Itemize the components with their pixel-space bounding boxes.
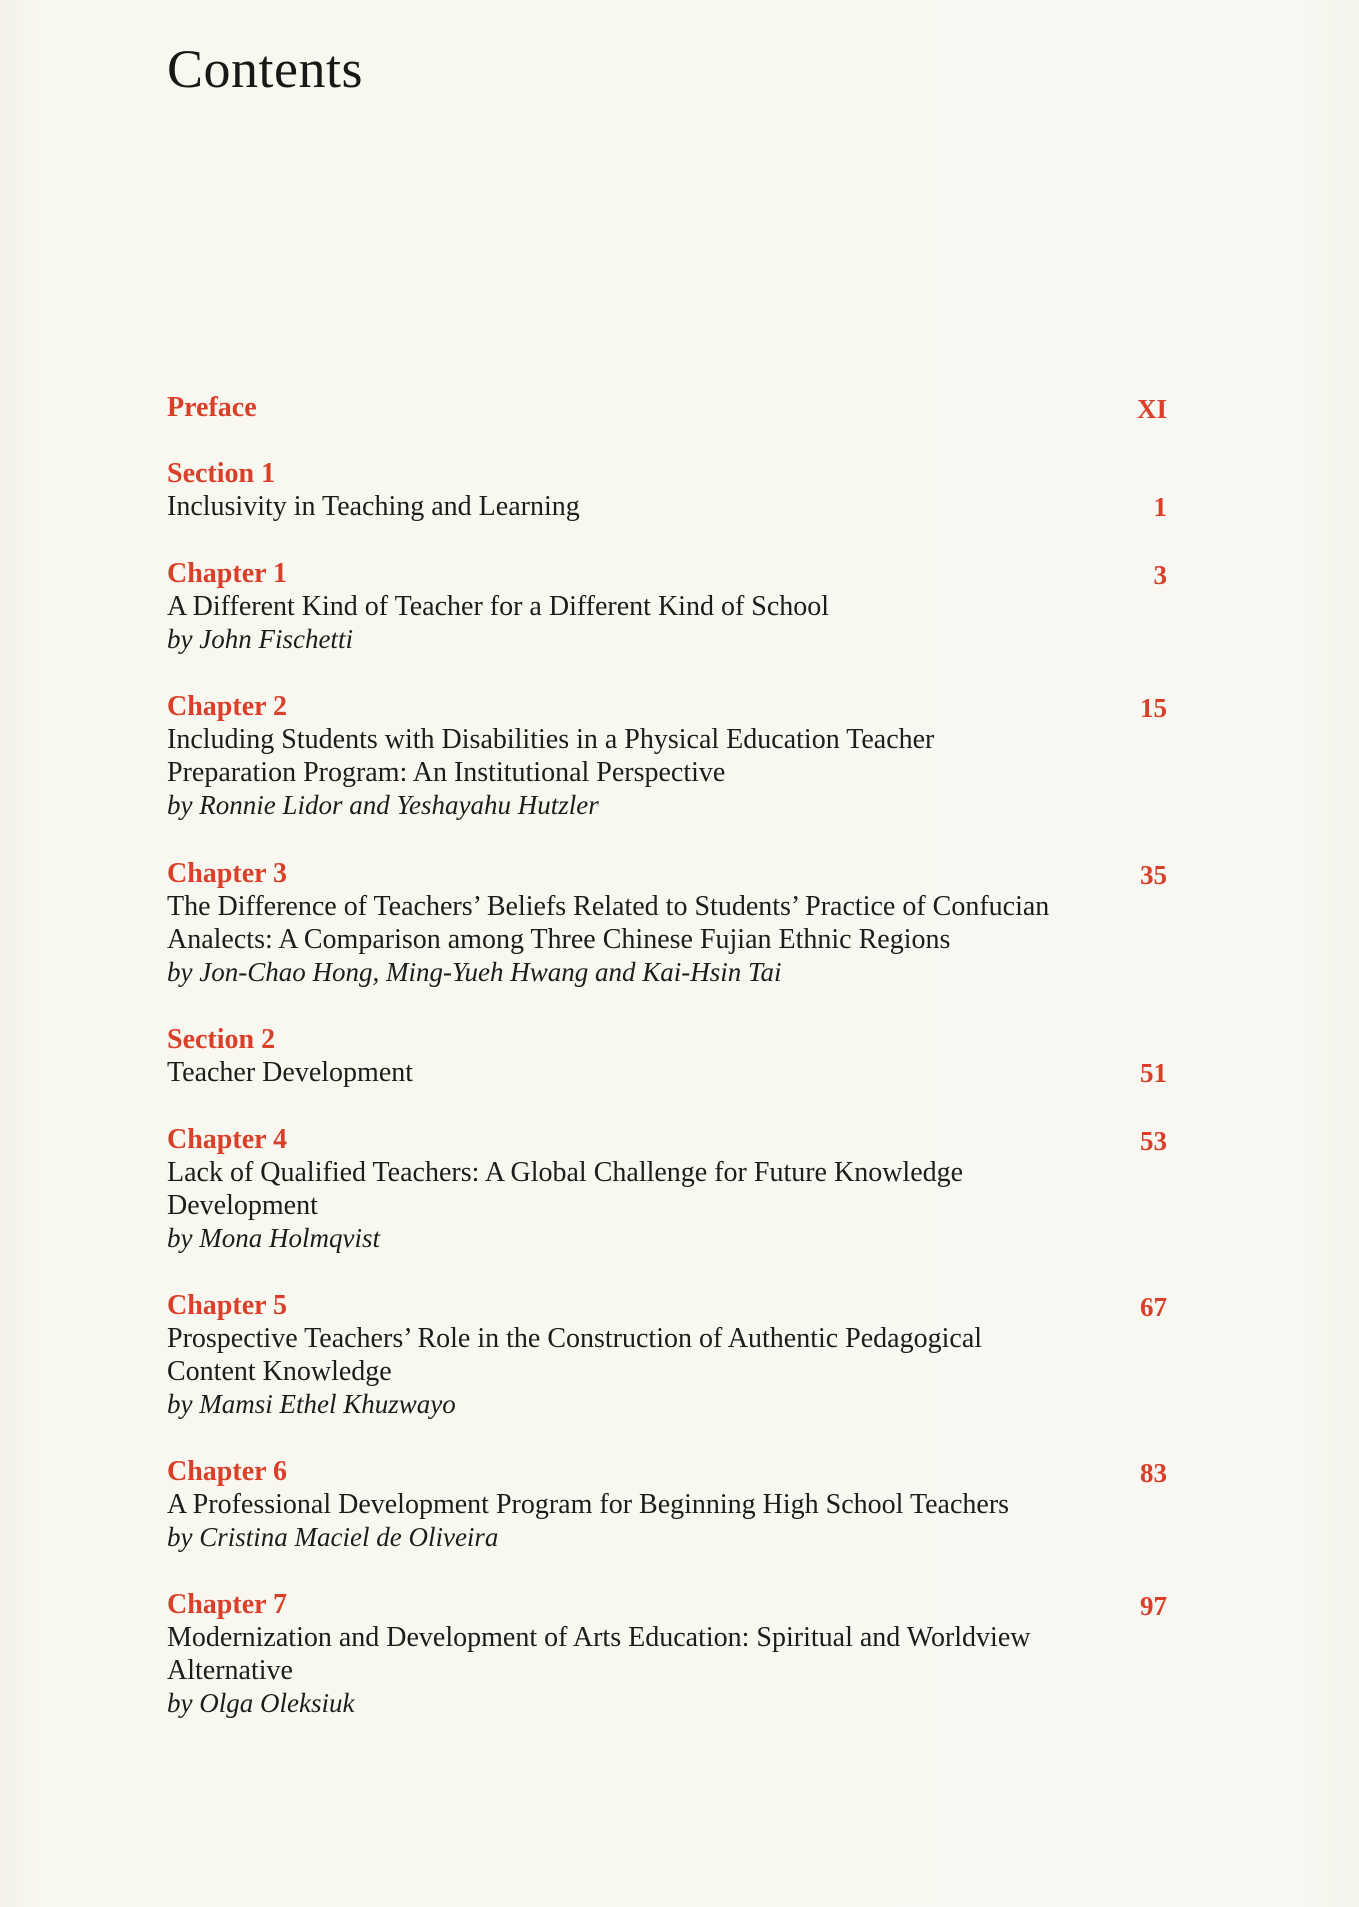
entry-author: by Cristina Maciel de Oliveira [167, 1522, 499, 1552]
entry-author: by Ronnie Lidor and Yeshayahu Hutzler [167, 790, 599, 820]
entry-title-line: Alternative [167, 1655, 293, 1686]
page-number: 83 [1140, 1458, 1167, 1488]
entry-label: Chapter 2 [167, 691, 288, 722]
page-number: 3 [1153, 560, 1167, 590]
toc-entry-section-1[interactable] [167, 457, 1167, 523]
entry-label: Section 1 [167, 458, 276, 489]
entry-title-line: Lack of Qualified Teachers: A Global Challenge for Future Knowledge [167, 1157, 964, 1188]
entry-title-line: Preparation Program: An Institutional Perspective [167, 757, 726, 788]
entry-label: Preface [167, 392, 257, 423]
entry-title-line: A Different Kind of Teacher for a Different Kind of School [167, 591, 830, 622]
entry-title-line: Prospective Teachers’ Role in the Construction of Authentic Pedagogical [167, 1323, 983, 1354]
entry-title-line: A Professional Development Program for Beginning High School Teachers [167, 1489, 1010, 1520]
toc-entry-chapter-2[interactable] [167, 690, 1167, 822]
entry-author: by Olga Oleksiuk [167, 1688, 355, 1718]
entry-title-line: Including Students with Disabilities in a Physical Education Teacher [167, 724, 935, 755]
page-number: 97 [1140, 1591, 1167, 1621]
entry-title-line: Analects: A Comparison among Three Chinese Fujian Ethnic Regions [167, 924, 951, 955]
entry-author: by Jon-Chao Hong, Ming-Yueh Hwang and Kai-Hsin Tai [167, 957, 782, 987]
entry-label: Section 2 [167, 1024, 276, 1055]
entry-author: by Mona Holmqvist [167, 1223, 380, 1253]
entry-title-line: The Difference of Teachers’ Beliefs Related to Students’ Practice of Confucian [167, 891, 1050, 922]
page-number: 51 [1140, 1058, 1167, 1088]
entry-label: Chapter 7 [167, 1589, 288, 1620]
entry-title-line: Modernization and Development of Arts Education: Spiritual and Worldview [167, 1622, 1031, 1653]
entry-label: Chapter 3 [167, 858, 288, 889]
page-number: XI [1136, 394, 1167, 424]
toc-entry-chapter-5[interactable] [167, 1289, 1167, 1421]
entry-author: by Mamsi Ethel Khuzwayo [167, 1389, 456, 1419]
entry-title-line: Content Knowledge [167, 1356, 392, 1387]
toc-entry-chapter-4[interactable] [167, 1123, 1167, 1255]
toc-entry-chapter-1[interactable] [167, 557, 1167, 656]
entry-author: by John Fischetti [167, 624, 353, 654]
entry-label: Chapter 1 [167, 558, 288, 589]
entry-label: Chapter 5 [167, 1290, 288, 1321]
entry-title-line: Development [167, 1190, 318, 1221]
entry-title: Teacher Development [167, 1057, 414, 1088]
toc-entry-chapter-7[interactable] [167, 1588, 1167, 1720]
entry-label: Chapter 6 [167, 1456, 288, 1487]
toc-entry-chapter-3[interactable] [167, 857, 1167, 989]
toc-entry-chapter-6[interactable] [167, 1455, 1167, 1554]
page-number: 67 [1140, 1292, 1167, 1322]
page-number: 15 [1140, 693, 1167, 723]
toc-entry-preface[interactable] [167, 391, 1167, 424]
page-number: 53 [1140, 1126, 1167, 1156]
toc-entry-section-2[interactable] [167, 1023, 1167, 1089]
page-title: Contents [167, 39, 364, 99]
entry-label: Chapter 4 [167, 1124, 288, 1155]
page-number: 35 [1140, 860, 1167, 890]
page-number: 1 [1153, 492, 1167, 522]
entry-title: Inclusivity in Teaching and Learning [167, 491, 580, 522]
